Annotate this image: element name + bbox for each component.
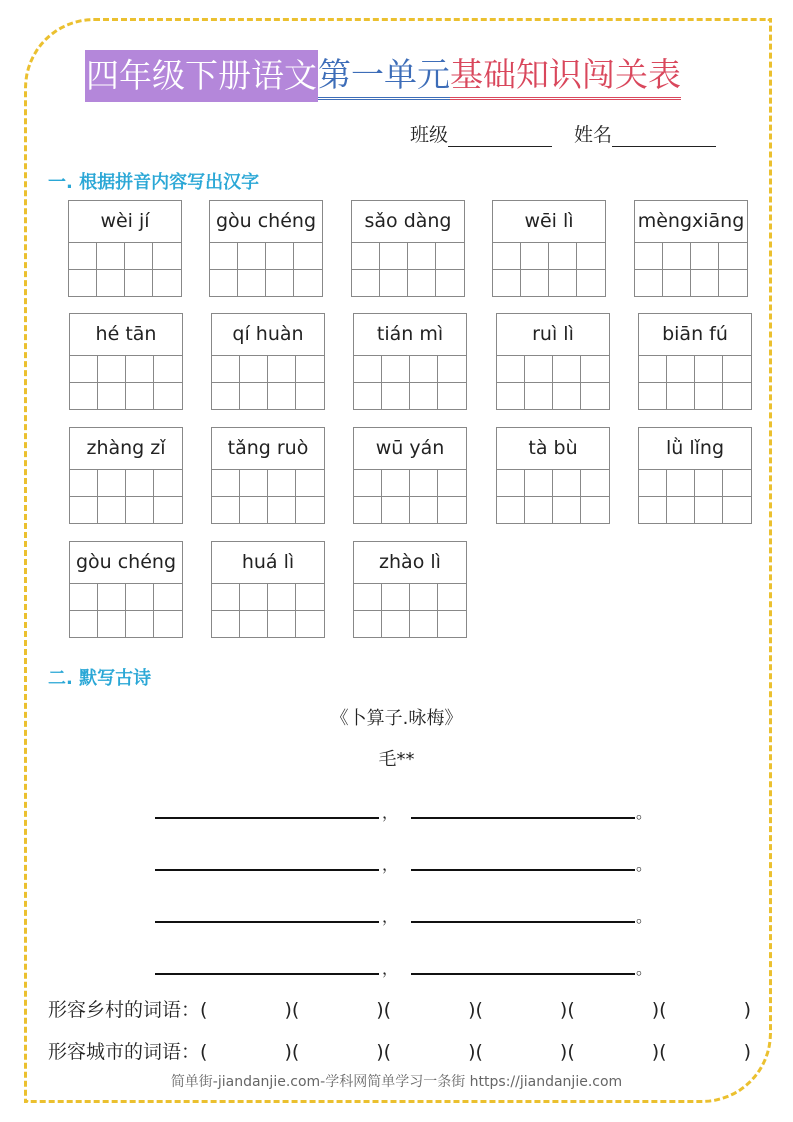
character-cell[interactable] [210, 243, 238, 270]
character-cell[interactable] [240, 356, 268, 383]
character-cell[interactable] [639, 383, 667, 410]
title-grade-part: 四年级下册语文 [85, 50, 318, 102]
character-cell[interactable] [268, 497, 296, 524]
character-cell[interactable] [380, 270, 408, 297]
paren: )( [284, 999, 300, 1021]
character-cell[interactable] [695, 356, 723, 383]
character-cell[interactable] [70, 470, 98, 497]
paren: )( [651, 1041, 667, 1063]
paren: ) [743, 1041, 751, 1063]
pinyin-label: wū yán [354, 428, 466, 470]
character-grid [497, 356, 609, 410]
character-cell[interactable] [577, 270, 605, 297]
character-cell[interactable] [521, 243, 549, 270]
character-cell[interactable] [294, 243, 322, 270]
pinyin-card [211, 427, 325, 524]
character-cell[interactable] [723, 356, 751, 383]
pinyin-card [209, 200, 323, 297]
class-field[interactable] [410, 120, 552, 147]
character-cell[interactable] [352, 243, 380, 270]
pinyin-card [69, 313, 183, 410]
character-cell[interactable] [497, 383, 525, 410]
pinyin-card [69, 541, 183, 638]
pinyin-card [351, 200, 465, 297]
comma: ， [382, 959, 399, 978]
poem-blank[interactable] [411, 817, 635, 819]
pinyin-card [353, 427, 467, 524]
character-cell[interactable] [70, 497, 98, 524]
character-cell[interactable] [719, 243, 747, 270]
character-cell[interactable] [410, 383, 438, 410]
character-grid [70, 356, 182, 410]
character-cell[interactable] [154, 470, 182, 497]
character-grid [635, 243, 747, 297]
character-grid [70, 584, 182, 638]
pinyin-label: qí huàn [212, 314, 324, 356]
pinyin-label: huá lì [212, 542, 324, 584]
class-label: 班级 [410, 124, 449, 146]
paren: )( [376, 1041, 392, 1063]
character-cell[interactable] [98, 356, 126, 383]
character-cell[interactable] [691, 243, 719, 270]
poem-line-row [155, 847, 655, 874]
character-cell[interactable] [354, 584, 382, 611]
paren: )( [559, 1041, 575, 1063]
pinyin-label: hé tān [70, 314, 182, 356]
character-cell[interactable] [69, 270, 97, 297]
character-cell[interactable] [635, 243, 663, 270]
pinyin-label: tǎng ruò [212, 428, 324, 470]
name-field[interactable] [574, 120, 716, 147]
paren: )( [468, 1041, 483, 1063]
character-cell[interactable] [719, 270, 747, 297]
character-cell[interactable] [497, 470, 525, 497]
character-cell[interactable] [410, 497, 438, 524]
pinyin-card [69, 427, 183, 524]
pinyin-label: lǜ lǐng [639, 428, 751, 470]
class-blank[interactable] [448, 124, 552, 147]
student-info [410, 120, 716, 147]
character-cell[interactable] [382, 497, 410, 524]
character-cell[interactable] [294, 270, 322, 297]
character-cell[interactable] [296, 497, 324, 524]
character-cell[interactable] [98, 611, 126, 638]
character-cell[interactable] [525, 383, 553, 410]
character-grid [69, 243, 181, 297]
character-cell[interactable] [69, 243, 97, 270]
character-cell[interactable] [212, 383, 240, 410]
character-grid [354, 470, 466, 524]
section1-heading: 一. 根据拼音内容写出汉字 [48, 172, 260, 193]
character-cell[interactable] [97, 243, 125, 270]
comma: ， [382, 855, 399, 874]
character-cell[interactable] [410, 356, 438, 383]
pinyin-label: zhào lì [354, 542, 466, 584]
character-cell[interactable] [354, 611, 382, 638]
poem-blank[interactable] [411, 921, 635, 923]
title-topic-part: 基础知识闯关表 [450, 53, 681, 100]
character-cell[interactable] [296, 470, 324, 497]
poem-blank[interactable] [155, 869, 379, 871]
character-grid [212, 470, 324, 524]
pinyin-card [68, 200, 182, 297]
name-label: 姓名 [574, 124, 613, 146]
pinyin-card [353, 313, 467, 410]
character-cell[interactable] [126, 611, 154, 638]
character-cell[interactable] [408, 270, 436, 297]
character-cell[interactable] [553, 383, 581, 410]
period: 。 [636, 855, 653, 874]
character-cell[interactable] [553, 470, 581, 497]
character-cell[interactable] [354, 470, 382, 497]
character-cell[interactable] [581, 356, 609, 383]
character-cell[interactable] [154, 584, 182, 611]
character-cell[interactable] [581, 383, 609, 410]
pinyin-card [638, 427, 752, 524]
character-cell[interactable] [212, 584, 240, 611]
urban-words-row [48, 1037, 751, 1064]
character-cell[interactable] [438, 584, 466, 611]
character-cell[interactable] [354, 383, 382, 410]
character-cell[interactable] [410, 470, 438, 497]
character-cell[interactable] [663, 243, 691, 270]
character-cell[interactable] [212, 611, 240, 638]
pinyin-label: sǎo dàng [352, 201, 464, 243]
character-cell[interactable] [126, 383, 154, 410]
character-cell[interactable] [210, 270, 238, 297]
pinyin-label: wèi jí [69, 201, 181, 243]
character-cell[interactable] [382, 470, 410, 497]
character-cell[interactable] [238, 243, 266, 270]
poem-author: 毛** [378, 749, 415, 770]
character-cell[interactable] [126, 584, 154, 611]
character-cell[interactable] [382, 383, 410, 410]
character-cell[interactable] [581, 470, 609, 497]
character-cell[interactable] [212, 497, 240, 524]
character-grid [354, 356, 466, 410]
pinyin-label: zhàng zǐ [70, 428, 182, 470]
character-cell[interactable] [268, 611, 296, 638]
character-cell[interactable] [382, 584, 410, 611]
character-cell[interactable] [639, 470, 667, 497]
character-cell[interactable] [98, 470, 126, 497]
character-cell[interactable] [296, 356, 324, 383]
character-cell[interactable] [497, 497, 525, 524]
character-cell[interactable] [438, 497, 466, 524]
character-cell[interactable] [153, 270, 181, 297]
character-cell[interactable] [493, 270, 521, 297]
name-blank[interactable] [612, 124, 716, 147]
character-cell[interactable] [97, 270, 125, 297]
character-cell[interactable] [268, 470, 296, 497]
pinyin-label: gòu chéng [70, 542, 182, 584]
character-cell[interactable] [296, 383, 324, 410]
character-cell[interactable] [240, 584, 268, 611]
character-cell[interactable] [266, 270, 294, 297]
paren: ( [200, 999, 208, 1021]
poem-line-row [155, 899, 655, 926]
character-cell[interactable] [125, 243, 153, 270]
character-cell[interactable] [354, 497, 382, 524]
character-cell[interactable] [525, 497, 553, 524]
pinyin-card [353, 541, 467, 638]
pinyin-label: tián mì [354, 314, 466, 356]
period: 。 [636, 907, 653, 926]
character-cell[interactable] [70, 611, 98, 638]
character-cell[interactable] [240, 611, 268, 638]
character-cell[interactable] [98, 383, 126, 410]
character-cell[interactable] [268, 383, 296, 410]
character-cell[interactable] [723, 470, 751, 497]
character-cell[interactable] [581, 497, 609, 524]
character-cell[interactable] [154, 611, 182, 638]
character-cell[interactable] [153, 243, 181, 270]
character-cell[interactable] [553, 356, 581, 383]
pinyin-label: wēi lì [493, 201, 605, 243]
character-cell[interactable] [126, 470, 154, 497]
character-grid [639, 356, 751, 410]
character-cell[interactable] [525, 356, 553, 383]
comma: ， [382, 907, 399, 926]
character-cell[interactable] [70, 584, 98, 611]
character-cell[interactable] [154, 383, 182, 410]
character-cell[interactable] [154, 356, 182, 383]
pinyin-label: gòu chéng [210, 201, 322, 243]
character-cell[interactable] [240, 470, 268, 497]
character-cell[interactable] [240, 383, 268, 410]
character-cell[interactable] [296, 611, 324, 638]
character-grid [493, 243, 605, 297]
character-cell[interactable] [695, 383, 723, 410]
character-cell[interactable] [266, 243, 294, 270]
character-grid [210, 243, 322, 297]
character-cell[interactable] [380, 243, 408, 270]
character-cell[interactable] [493, 243, 521, 270]
character-cell[interactable] [667, 383, 695, 410]
title-unit-part: 第一单元 [318, 53, 450, 100]
character-cell[interactable] [639, 356, 667, 383]
character-cell[interactable] [268, 356, 296, 383]
pinyin-card [496, 427, 610, 524]
character-cell[interactable] [410, 584, 438, 611]
character-grid [354, 584, 466, 638]
poem-blank[interactable] [411, 973, 635, 975]
character-cell[interactable] [521, 270, 549, 297]
period: 。 [636, 959, 653, 978]
character-cell[interactable] [635, 270, 663, 297]
character-cell[interactable] [497, 356, 525, 383]
period: 。 [636, 803, 653, 822]
character-cell[interactable] [382, 611, 410, 638]
pinyin-label: biān fú [639, 314, 751, 356]
character-cell[interactable] [667, 497, 695, 524]
character-cell[interactable] [639, 497, 667, 524]
character-grid [497, 470, 609, 524]
pinyin-card [211, 541, 325, 638]
character-cell[interactable] [549, 243, 577, 270]
character-cell[interactable] [438, 470, 466, 497]
character-cell[interactable] [125, 270, 153, 297]
character-cell[interactable] [723, 383, 751, 410]
character-cell[interactable] [695, 470, 723, 497]
character-cell[interactable] [695, 497, 723, 524]
character-cell[interactable] [98, 584, 126, 611]
poem-blank[interactable] [155, 921, 379, 923]
poem-title: 《卜算子.咏梅》 [330, 708, 463, 729]
paren: )( [468, 999, 483, 1021]
poem-line-row [155, 795, 655, 822]
character-cell[interactable] [438, 383, 466, 410]
character-cell[interactable] [667, 470, 695, 497]
character-cell[interactable] [154, 497, 182, 524]
paren: ( [200, 1041, 208, 1063]
pinyin-card [496, 313, 610, 410]
pinyin-label: ruì lì [497, 314, 609, 356]
character-cell[interactable] [70, 383, 98, 410]
character-cell[interactable] [667, 356, 695, 383]
character-cell[interactable] [553, 497, 581, 524]
comma: ， [382, 803, 399, 822]
character-cell[interactable] [212, 470, 240, 497]
character-grid [212, 584, 324, 638]
character-cell[interactable] [438, 356, 466, 383]
urban-words-label: 形容城市的词语： [48, 1041, 201, 1063]
rural-words-label: 形容乡村的词语： [48, 999, 201, 1021]
character-cell[interactable] [549, 270, 577, 297]
character-cell[interactable] [525, 470, 553, 497]
character-cell[interactable] [268, 584, 296, 611]
poem-blank[interactable] [411, 869, 635, 871]
pinyin-card [638, 313, 752, 410]
pinyin-card [492, 200, 606, 297]
character-cell[interactable] [212, 356, 240, 383]
character-cell[interactable] [436, 270, 464, 297]
character-cell[interactable] [354, 356, 382, 383]
footer-watermark: 简单街-jiandanjie.com-学科网简单学习一条街 https://jiandanjie.com [170, 1074, 623, 1090]
character-grid [639, 470, 751, 524]
character-cell[interactable] [126, 356, 154, 383]
pinyin-label: tà bù [497, 428, 609, 470]
character-cell[interactable] [410, 611, 438, 638]
character-cell[interactable] [436, 243, 464, 270]
character-cell[interactable] [98, 497, 126, 524]
character-cell[interactable] [408, 243, 436, 270]
character-cell[interactable] [723, 497, 751, 524]
character-cell[interactable] [238, 270, 266, 297]
character-cell[interactable] [240, 497, 268, 524]
paren: )( [284, 1041, 300, 1063]
page-title [85, 50, 681, 102]
pinyin-label: mèngxiāng [635, 201, 747, 243]
character-cell[interactable] [352, 270, 380, 297]
paren: ) [743, 999, 751, 1021]
section2-heading: 二. 默写古诗 [48, 668, 152, 689]
pinyin-card [634, 200, 748, 297]
paren: )( [559, 999, 575, 1021]
pinyin-card [211, 313, 325, 410]
character-cell[interactable] [663, 270, 691, 297]
character-grid [352, 243, 464, 297]
paren: )( [651, 999, 667, 1021]
character-cell[interactable] [577, 243, 605, 270]
poem-blank[interactable] [155, 973, 379, 975]
poem-blank[interactable] [155, 817, 379, 819]
paren: )( [376, 999, 392, 1021]
rural-words-row [48, 995, 751, 1022]
character-cell[interactable] [691, 270, 719, 297]
character-cell[interactable] [296, 584, 324, 611]
character-grid [70, 470, 182, 524]
character-grid [212, 356, 324, 410]
poem-line-row [155, 951, 655, 978]
character-cell[interactable] [70, 356, 98, 383]
character-cell[interactable] [126, 497, 154, 524]
character-cell[interactable] [438, 611, 466, 638]
character-cell[interactable] [382, 356, 410, 383]
